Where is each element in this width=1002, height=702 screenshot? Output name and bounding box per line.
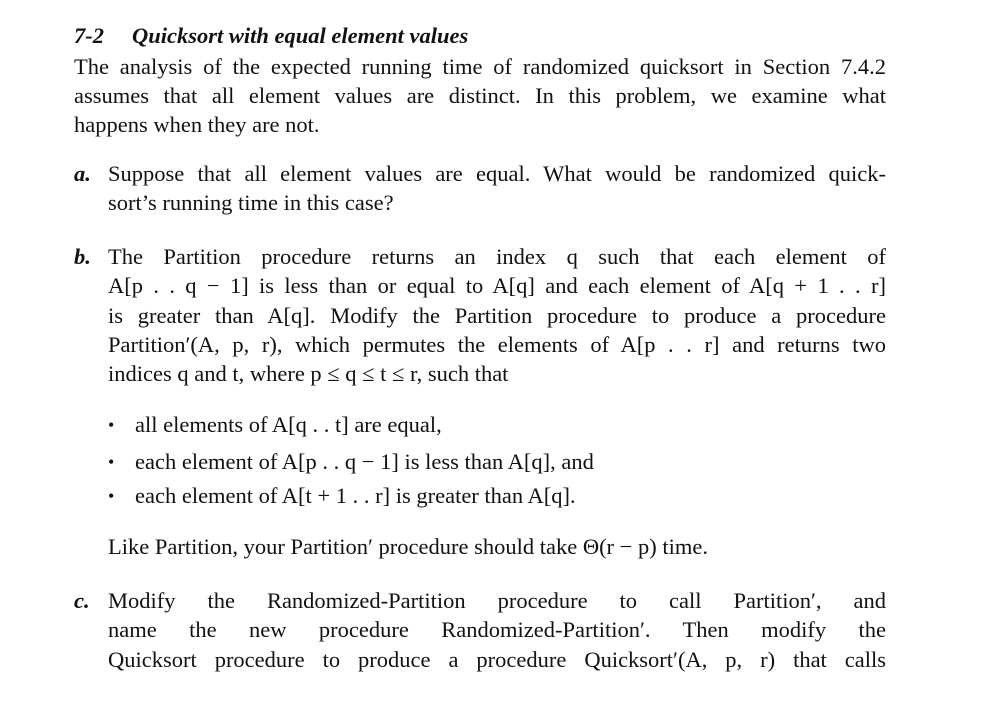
part-c-line-2: name the new procedure Randomized-Partition′. Then modify the	[108, 617, 886, 642]
intro-line-1: The analysis of the expected running time of randomized quicksort in Section 7.4.2	[74, 54, 886, 79]
part-b-line-1: The Partition procedure returns an index q such that each element of	[108, 244, 886, 269]
part-c-line-1: Modify the Randomized-Partition procedure to call Partition′, and	[108, 588, 886, 613]
problem-number: 7-2	[74, 23, 104, 48]
part-b-line-4: Partition′(A, p, r), which permutes the elements of A[p . . r] and returns two	[108, 332, 886, 357]
problem-heading	[74, 22, 468, 50]
part-c-line-3: Quicksort procedure to produce a procedure Quicksort′(A, p, r) that calls	[108, 647, 886, 672]
part-b-line-5: indices q and t, where p ≤ q ≤ t ≤ r, such that	[108, 361, 509, 386]
part-a-label: a.	[74, 161, 91, 186]
intro-line-2: assumes that all element values are distinct. In this problem, we examine what	[74, 83, 886, 108]
part-b-line-3: is greater than A[q]. Modify the Partition procedure to produce a procedure	[108, 303, 886, 328]
part-b-label: b.	[74, 244, 91, 269]
part-c-label: c.	[74, 588, 90, 613]
bullet-dot: •	[108, 452, 115, 472]
bullet-dot: •	[108, 415, 115, 435]
part-b-line-2: A[p . . q − 1] is less than or equal to A[q] and each element of A[q + 1 . . r]	[108, 273, 886, 298]
bullet-item-1: all elements of A[q . . t] are equal,	[135, 412, 442, 437]
problem-title: Quicksort with equal element values	[132, 23, 469, 48]
part-a-line-1: Suppose that all element values are equal. What would be randomized quick-	[108, 161, 886, 186]
part-b-closing: Like Partition, your Partition′ procedure should take Θ(r − p) time.	[108, 534, 708, 559]
bullet-dot: •	[108, 486, 115, 506]
bullet-item-3: each element of A[t + 1 . . r] is greater than A[q].	[135, 483, 576, 508]
intro-line-3: happens when they are not.	[74, 112, 320, 137]
part-a-line-2: sort’s running time in this case?	[108, 190, 394, 215]
bullet-item-2: each element of A[p . . q − 1] is less than A[q], and	[135, 449, 594, 474]
